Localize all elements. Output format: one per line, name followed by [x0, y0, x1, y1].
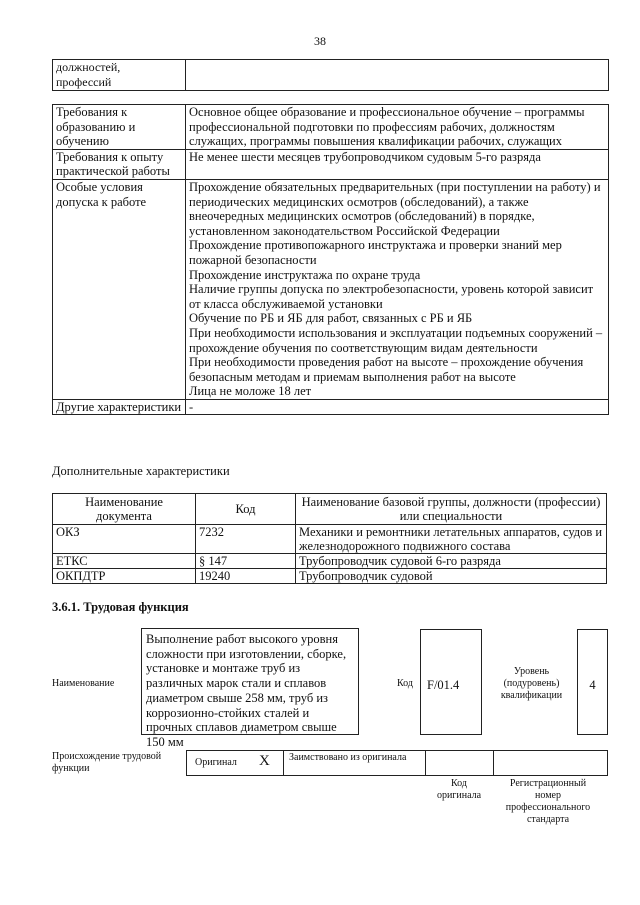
cell-doc: ОКЗ	[53, 525, 196, 554]
table-row	[53, 554, 607, 569]
table-row	[53, 105, 609, 150]
table-row	[53, 399, 609, 415]
code-original-label: Код оригинала	[436, 778, 482, 801]
requirement-value: -	[186, 399, 609, 415]
cell-doc: ЕТКС	[53, 554, 196, 569]
header-code: Код	[196, 494, 296, 525]
borrowed-label: Заимствовано из оригинала	[289, 752, 407, 763]
level-label: Уровень (подуровень) квалификации	[500, 666, 563, 701]
name-label: Наименование	[52, 678, 115, 689]
reg-number-label: Регистрационный номер профессионального стандарта	[505, 778, 591, 825]
additional-table	[52, 493, 607, 584]
cell-doc: ОКПДТР	[53, 569, 196, 584]
table-header	[53, 494, 607, 525]
function-code-box: F/01.4	[420, 629, 482, 735]
original-label: Оригинал	[195, 757, 237, 768]
additional-title: Дополнительные характеристики	[52, 464, 230, 478]
list-item: Прохождение инструктажа по охране труда	[189, 267, 421, 282]
requirements-table	[52, 104, 609, 415]
continuation-value	[186, 60, 609, 91]
code-label: Код	[397, 678, 413, 689]
origin-row	[186, 750, 608, 776]
table-row	[53, 149, 609, 179]
original-mark: X	[259, 753, 270, 769]
list-item: Обучение по РБ и ЯБ для работ, связанных с РБ и ЯБ	[189, 311, 473, 326]
list-item: Прохождение обязательных предварительных (при поступлении на работу) и периодических медицинских осмотров (обследований), а также внеочередных медицинских осмотров (обследований) в порядке, установленном законодательством Российской Федерации	[189, 179, 601, 238]
list-item: При необходимости использования и эксплуатации подъемных сооружений – прохождение обучения по соответствующим видам деятельности	[189, 325, 603, 355]
origin-label: Происхождение трудовой функции	[52, 751, 162, 774]
table-row	[53, 179, 609, 399]
divider	[283, 751, 284, 775]
function-name-box: Выполнение работ высокого уровня сложности при изготовлении, сборке, установке и монтаже труб из различных марок стали и сплавов диаметром свыше 258 мм, труб из коррозионно-стойких сталей и прочных сплавов диаметром свыше 150 мм	[141, 628, 359, 735]
continuation-table	[52, 59, 609, 91]
cell-name: Трубопроводчик судовой 6-го разряда	[296, 554, 607, 569]
requirement-label: Требования к образованию и обучению	[53, 105, 186, 150]
header-doc: Наименование документа	[53, 494, 196, 525]
list-item: Наличие группы допуска по электробезопасности, уровень которой зависит от класса обслуживаемой установки	[189, 282, 594, 311]
requirement-label: Требования к опыту практической работы	[53, 149, 186, 179]
cell-code: 19240	[196, 569, 296, 584]
list-item: При необходимости проведения работ на высоте – прохождение обучения безопасным методам и приемам выполнения работ на высоте	[189, 355, 584, 384]
table-row	[53, 525, 607, 554]
continuation-label: должностей, профессий	[53, 60, 186, 91]
divider	[493, 751, 494, 775]
header-name: Наименование базовой группы, должности (профессии) или специальности	[296, 494, 607, 525]
cell-code: 7232	[196, 525, 296, 554]
list-item: Лица не моложе 18 лет	[189, 384, 312, 399]
table-row	[53, 569, 607, 584]
section-title: 3.6.1. Трудовая функция	[52, 600, 189, 614]
cell-name: Механики и ремонтники летательных аппаратов, судов и железнодорожного подвижного состава	[296, 525, 607, 554]
level-box: 4	[577, 629, 608, 735]
requirement-value-list	[186, 179, 609, 399]
cell-code: § 147	[196, 554, 296, 569]
requirement-label: Другие характеристики	[53, 399, 186, 415]
requirement-label: Особые условия допуска к работе	[53, 179, 186, 399]
requirement-value: Основное общее образование и профессиональное обучение – программы профессиональной подготовки по профессиям рабочих, должностям служащих, программы повышения квалификации рабочих, служащих	[186, 105, 609, 150]
list-item: Прохождение противопожарного инструктажа и проверки знаний мер пожарной безопасности	[189, 238, 562, 267]
page-number: 38	[314, 34, 326, 48]
requirement-value: Не менее шести месяцев трубопроводчиком судовым 5-го разряда	[186, 149, 609, 179]
cell-name: Трубопроводчик судовой	[296, 569, 607, 584]
divider	[425, 751, 426, 775]
